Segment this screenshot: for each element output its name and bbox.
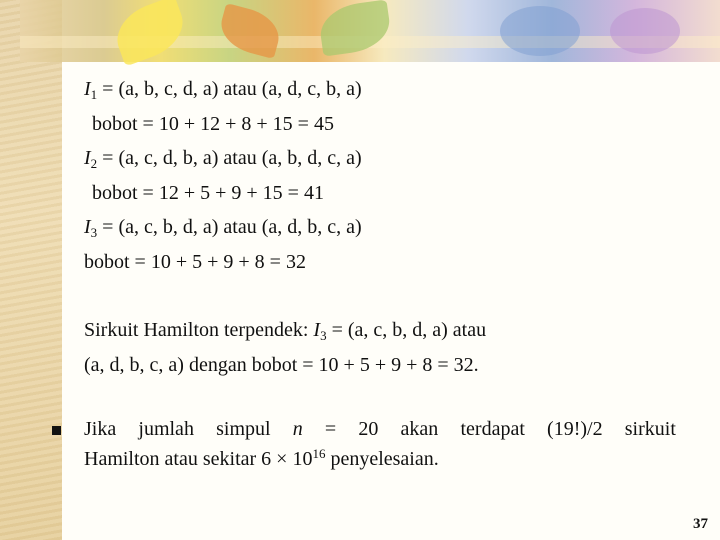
leaf-decoration bbox=[216, 3, 285, 59]
word: Jika bbox=[84, 418, 117, 440]
power-exponent: 16 bbox=[312, 446, 326, 461]
word: n bbox=[292, 418, 303, 440]
summary-line-1 bbox=[84, 313, 684, 348]
bullet-paragraph bbox=[84, 414, 676, 474]
power-base: 10 bbox=[287, 448, 313, 470]
circuit-line-2 bbox=[84, 141, 684, 176]
weight-line-1: bobot = 10 + 12 + 8 + 15 = 45 bbox=[92, 112, 334, 135]
circuit-symbol: I bbox=[84, 216, 91, 238]
word: jumlah bbox=[138, 418, 194, 440]
flower-decoration bbox=[500, 6, 580, 56]
circuit-text: = (a, c, b, d, a) atau (a, d, b, c, a) bbox=[97, 216, 362, 238]
left-decorative-strip bbox=[0, 0, 62, 540]
leaf-decoration bbox=[109, 0, 192, 66]
flower-decoration bbox=[610, 8, 680, 54]
word: (19!)/2 bbox=[547, 418, 603, 440]
top-decorative-banner bbox=[20, 0, 720, 62]
word: terdapat bbox=[460, 418, 525, 440]
circuit-index: 3 bbox=[320, 328, 327, 343]
circuit-text: = (a, c, d, b, a) atau (a, b, d, c, a) bbox=[97, 147, 362, 169]
page-number: 37 bbox=[693, 516, 708, 532]
bullet-line-1 bbox=[84, 414, 676, 444]
bullet-text: Hamilton atau sekitar 6 bbox=[84, 448, 277, 470]
circuit-index: 1 bbox=[90, 87, 98, 102]
circuit-text: = (a, b, c, d, a) atau (a, d, c, b, a) bbox=[97, 78, 362, 100]
word: = bbox=[324, 418, 337, 440]
circuit-symbol: I bbox=[84, 147, 91, 169]
circuit-symbol: I bbox=[84, 78, 91, 100]
circuit-line-3 bbox=[84, 210, 684, 245]
word: 20 bbox=[358, 418, 379, 440]
summary-text: Sirkuit Hamilton terpendek: bbox=[84, 319, 314, 341]
weight-line-2: bobot = 12 + 5 + 9 + 15 = 41 bbox=[92, 181, 324, 204]
slide-content bbox=[84, 72, 684, 382]
summary-text: = (a, c, b, d, a) atau bbox=[326, 319, 487, 341]
summary-line-2: (a, d, b, c, a) dengan bobot = 10 + 5 + 9 + 8 = 32. bbox=[84, 353, 479, 376]
circuit-symbol: I bbox=[313, 319, 321, 341]
word: akan bbox=[400, 418, 439, 440]
bullet-square-icon bbox=[52, 426, 61, 435]
leaf-decoration bbox=[317, 0, 393, 57]
circuit-index: 2 bbox=[90, 156, 98, 171]
weight-line-3: bobot = 10 + 5 + 9 + 8 = 32 bbox=[84, 250, 306, 273]
word: simpul bbox=[216, 418, 271, 440]
bullet-line-2 bbox=[84, 444, 676, 474]
times-symbol: × bbox=[276, 448, 288, 470]
circuit-line-1 bbox=[84, 72, 684, 107]
bullet-text: penyelesaian. bbox=[325, 448, 439, 470]
word: sirkuit bbox=[624, 418, 676, 440]
circuit-index: 3 bbox=[90, 225, 98, 240]
